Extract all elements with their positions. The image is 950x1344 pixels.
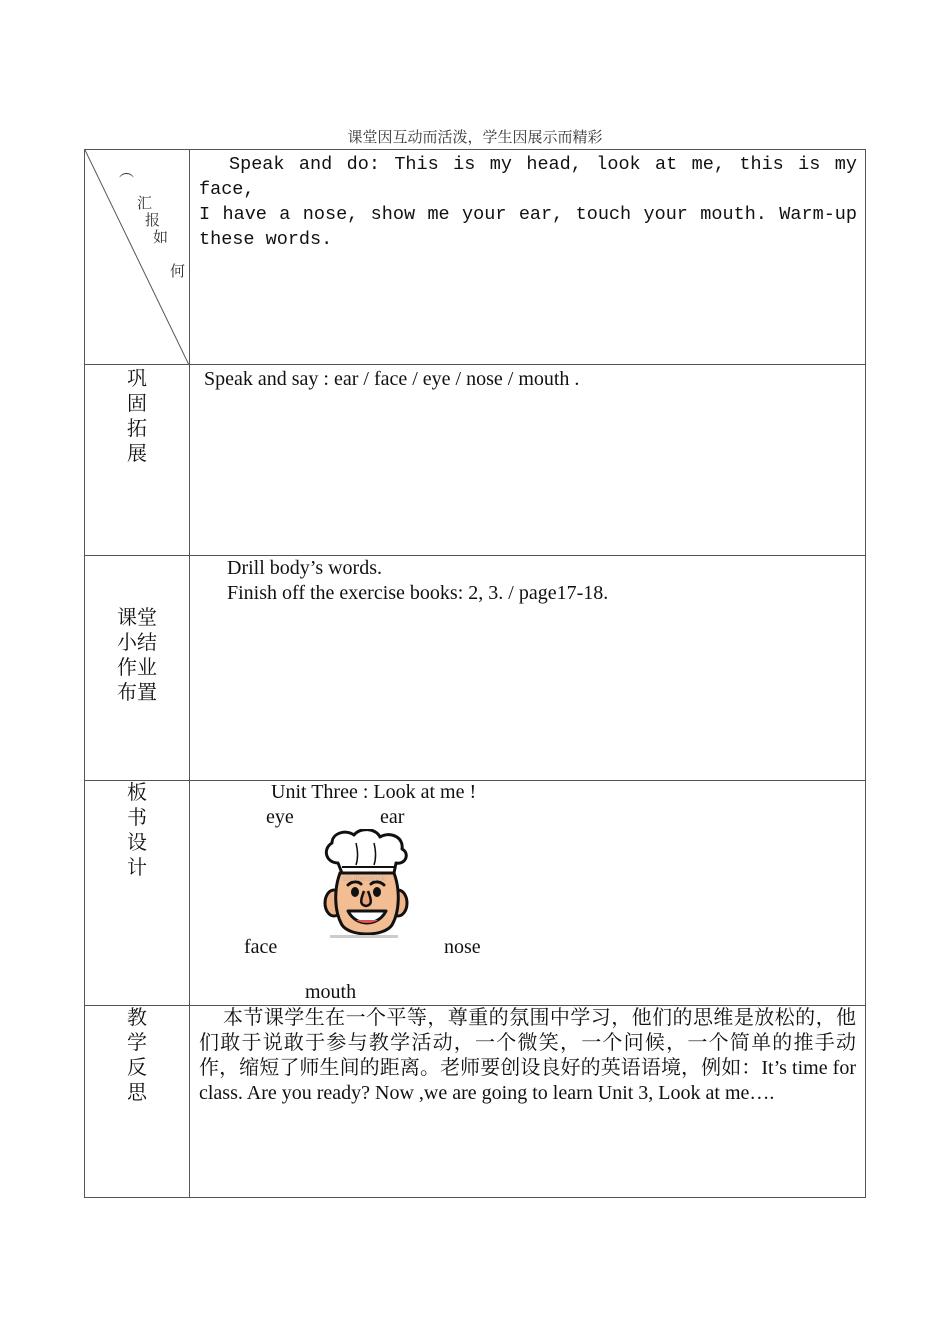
board-label xyxy=(85,781,189,881)
word-ear: ear xyxy=(380,806,405,828)
consolidate-content-cell xyxy=(190,365,866,556)
svg-text:shutterstock: shutterstock xyxy=(342,874,386,883)
label-char: 教 xyxy=(127,1007,147,1029)
word-eye: eye xyxy=(266,806,294,828)
chef-face-image xyxy=(316,829,412,941)
table-row-reflection xyxy=(85,1006,866,1198)
table-row-report xyxy=(85,150,866,365)
label-char: 固 xyxy=(127,393,147,415)
board-title: Unit Three : Look at me ! xyxy=(271,781,477,803)
report-label-1: 汇 xyxy=(137,196,153,212)
page-header: 课堂因互动而活泼，学生因展示而精彩 xyxy=(347,130,603,146)
label-char: 学 xyxy=(127,1032,147,1054)
table-row-summary xyxy=(85,556,866,781)
word-nose: nose xyxy=(444,936,481,958)
board-design xyxy=(190,781,865,1005)
label-char: 展 xyxy=(127,443,147,465)
summary-content-cell xyxy=(190,556,866,781)
label-char: 拓 xyxy=(127,418,147,440)
label-char: 计 xyxy=(127,857,147,879)
lesson-plan-table xyxy=(84,149,866,1198)
report-content xyxy=(190,150,865,252)
word-mouth: mouth xyxy=(305,981,357,1003)
diagonal-label-cell xyxy=(85,150,190,365)
report-label-4: 何 xyxy=(170,264,186,280)
consolidate-label xyxy=(85,365,189,467)
label-char: 思 xyxy=(127,1082,147,1104)
board-label-cell xyxy=(85,781,190,1006)
report-line-2: I have a nose, show me your ear, touch your mouth. Warm-up these words. xyxy=(199,204,857,250)
diagonal-line xyxy=(85,150,189,365)
summary-line-2: Finish off the exercise books: 2, 3. / page17-18. xyxy=(227,582,609,604)
report-content-cell xyxy=(190,150,866,365)
word-face: face xyxy=(244,936,278,958)
label-line: 课堂 xyxy=(117,607,157,629)
label-char: 板 xyxy=(127,782,147,804)
label-line: 作业 xyxy=(117,657,157,679)
report-label-3: 如 xyxy=(153,230,169,246)
summary-line-1: Drill body’s words. xyxy=(227,557,382,579)
table-row-consolidate xyxy=(85,365,866,556)
label-char: 巩 xyxy=(127,368,147,390)
reflection-content-cell xyxy=(190,1006,866,1198)
board-content-cell xyxy=(190,781,866,1006)
report-label-0: ︵ xyxy=(119,164,135,180)
summary-label xyxy=(85,556,189,706)
label-char: 设 xyxy=(127,832,147,854)
report-line-1: Speak and do: This is my head, look at me, this is my face, xyxy=(199,154,857,200)
reflection-text: 本节课学生在一个平等，尊重的氛围中学习，他们的思维是放松的，他们敢于说敢于参与教学活动，一个微笑，一个问候，一个简单的推手动作，缩短了师生间的距离。老师要创设良好的英语语境，例如：It’s time for class. Are you ready? Now ,we are going to learn Unit 3, Look at me…. xyxy=(199,1007,856,1104)
label-line: 布置 xyxy=(117,682,157,704)
consolidate-text: Speak and say : ear / face / eye / nose / mouth . xyxy=(204,368,580,390)
reflection-label xyxy=(85,1006,189,1106)
label-char: 反 xyxy=(127,1057,147,1079)
report-label-2: 报 xyxy=(145,213,161,229)
reflection-label-cell xyxy=(85,1006,190,1198)
label-char: 书 xyxy=(127,807,147,829)
consolidate-label-cell xyxy=(85,365,190,556)
label-line: 小结 xyxy=(117,632,157,654)
summary-content xyxy=(190,556,865,606)
table-row-board xyxy=(85,781,866,1006)
summary-label-cell xyxy=(85,556,190,781)
